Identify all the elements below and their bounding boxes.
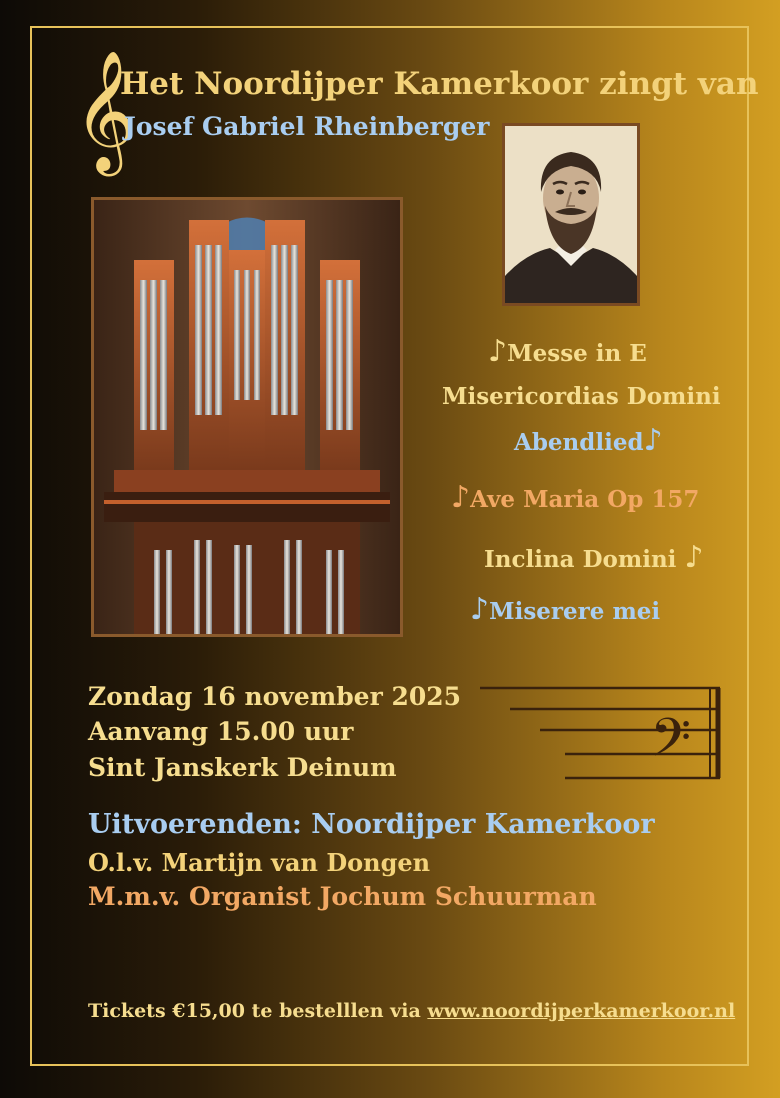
tickets-text: Tickets €15,00 te bestelllen via (88, 1000, 428, 1022)
program-item-4: Inclina Domini ♪ (484, 540, 704, 575)
performers-choir: Uitvoerenden: Noordijper Kamerkoor (88, 809, 655, 840)
svg-text:𝄢: 𝄢 (650, 708, 692, 782)
composer-portrait (502, 123, 640, 306)
program-item-3: ♪Ave Maria Op 157 (451, 480, 700, 515)
program-item-1-line2: Misericordias Domini (442, 383, 721, 410)
event-venue: Sint Janskerk Deinum (88, 753, 397, 782)
church-organ-photo (91, 197, 403, 637)
event-start-time: Aanvang 15.00 uur (88, 717, 354, 746)
program-item-1-line1: ♪Messe in E (488, 334, 647, 369)
program-item-2: Abendlied♪ (514, 423, 663, 458)
bass-staff-icon (480, 684, 730, 784)
composer-name: Josef Gabriel Rheinberger (124, 112, 490, 141)
tickets-info (88, 1000, 735, 1022)
performers-conductor: O.l.v. Martijn van Dongen (88, 848, 431, 877)
poster-title: Het Noordijper Kamerkoor zingt van (120, 66, 759, 102)
treble-clef-icon: 𝄞 (74, 49, 136, 171)
performers-organist: M.m.v. Organist Jochum Schuurman (88, 882, 597, 911)
program-item-5: ♪Miserere mei (470, 592, 661, 627)
event-date: Zondag 16 november 2025 (88, 682, 462, 711)
website-link[interactable]: www.noordijperkamerkoor.nl (427, 1000, 736, 1022)
